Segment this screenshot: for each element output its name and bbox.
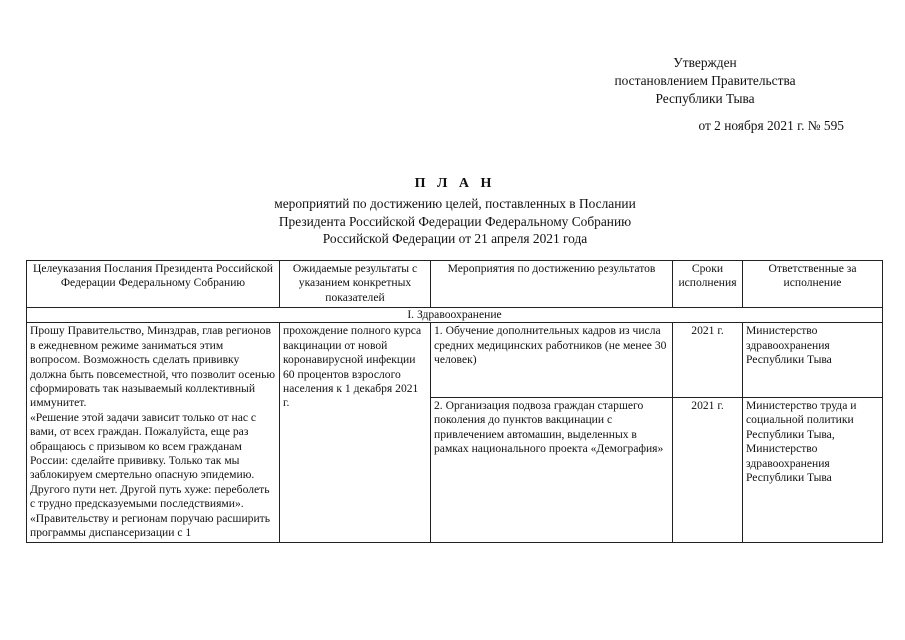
responsible-cell: Министерство труда и социальной политики Республики Тыва, Министерство здравоохранения Республики Тыва (743, 398, 883, 542)
approval-line-3: Республики Тыва (655, 91, 755, 106)
table-header-row (27, 261, 883, 308)
measure-cell: 2. Организация подвоза граждан старшего поколения до пунктов вакцинации с привлечением автомашин, выделенных в рамках национального проекта «Демография» (431, 398, 673, 542)
goal-paragraph-3: «Правительству и регионам поручаю расширить программы диспансеризации с 1 (30, 511, 271, 540)
plan-heading: П Л А Н (414, 176, 496, 191)
table-row (27, 323, 883, 398)
section-row (27, 308, 883, 323)
goal-paragraph-2: «Решение этой задачи зависит только от нас с вами, от всех граждан. Пожалуйста, еще раз обращаюсь с призывом ко всем гражданам России: сделайте прививку. Только так мы заблокируем смертельно опасную эпидемию. Другого пути нет. Другой путь хуже: переболеть с трудно предсказуемыми последствиями». (30, 410, 270, 511)
header-responsible: Ответственные за исполнение (743, 261, 883, 308)
goal-cell (27, 323, 280, 542)
header-deadlines: Сроки исполнения (673, 261, 743, 308)
deadline-cell: 2021 г. (673, 398, 743, 542)
measure-cell: 1. Обучение дополнительных кадров из числа средних медицинских работников (не менее 30 человек) (431, 323, 673, 398)
approval-date: от 2 ноября 2021 г. № 595 (698, 118, 844, 133)
approval-line-1: Утвержден (673, 55, 737, 70)
header-measures: Мероприятия по достижению результатов (431, 261, 673, 308)
goal-paragraph-1: Прошу Правительство, Минздрав, глав регионов в ежедневном режиме заниматься этим вопросом. Возможность сделать прививку должна быть повсеместной, что позволит осенью сформировать так называемый коллективный иммунитет. (30, 324, 276, 410)
section-title: I. Здравоохранение (27, 308, 883, 323)
header-expected-results: Ожидаемые результаты с указанием конкретных показателей (280, 261, 431, 308)
plan-subtitle-line-3: Российской Федерации от 21 апреля 2021 года (322, 231, 588, 246)
plan-table (26, 260, 883, 543)
approval-line-2: постановлением Правительства (614, 73, 796, 88)
approval-block (560, 54, 850, 135)
deadline-cell: 2021 г. (673, 323, 743, 398)
expected-result-cell: прохождение полного курса вакцинации от новой коронавирусной инфекции 60 процентов взрослого населения к 1 декабря 2021 г. (280, 323, 431, 542)
plan-subtitle-line-2: Президента Российской Федерации Федеральному Собранию (278, 213, 632, 229)
plan-subtitle (200, 195, 710, 248)
header-goals: Целеуказания Послания Президента Российской Федерации Федеральному Собранию (27, 261, 280, 308)
plan-subtitle-line-1: мероприятий по достижению целей, поставленных в Послании (274, 196, 636, 211)
responsible-cell: Министерство здравоохранения Республики Тыва (743, 323, 883, 398)
